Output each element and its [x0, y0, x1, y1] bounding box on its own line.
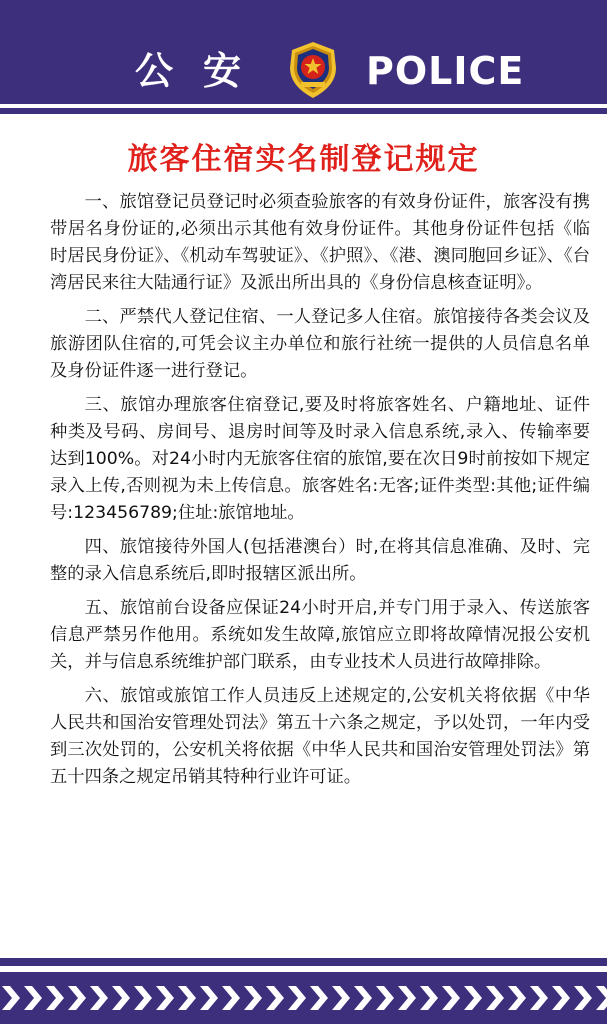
header-left-text: 公安	[135, 49, 272, 93]
paragraph-4: 四、旅馆接待外国人(包括港澳台）时,在将其信息准确、及时、完整的录入信息系统后,即时报辖区派出所。	[50, 537, 590, 584]
paragraph-1: 一、旅馆登记员登记时必须查验旅客的有效身份证件，旅客没有携带居名身份证的,必须出示其他有效身份证件。其他身份证件包括《临时居民身份证》、《机动车驾驶证》、《护照》、《港、澳同胞回乡证》、《台湾居民来往大陆通行证》及派出所出具的《身份信息核查证明》。	[50, 192, 590, 293]
header-stripe	[0, 108, 607, 114]
header-right-text: POLICE	[366, 49, 525, 93]
police-emblem-icon	[284, 40, 342, 100]
footer-stripe	[0, 958, 607, 966]
footer-band	[0, 972, 607, 1024]
header-band	[0, 0, 607, 104]
paragraph-5: 五、旅馆前台设备应保证24小时开启,并专门用于录入、传送旅客信息严禁另作他用。系统如发生故障,旅馆应立即将故障情况报公安机关，并与信息系统维护部门联系，由专业技术人员进行故障排除。	[50, 598, 590, 672]
page-title: 旅客住宿实名制登记规定	[127, 142, 480, 177]
footer-chevron-pattern	[0, 986, 607, 1010]
regulation-body	[50, 189, 590, 798]
paragraph-2: 二、严禁代人登记住宿、一人登记多人住宿。旅馆接待各类会议及旅游团队住宿的,可凭会议主办单位和旅行社统一提供的人员信息名单及身份证件逐一进行登记。	[50, 307, 590, 381]
paragraph-3: 三、旅馆办理旅客住宿登记,要及时将旅客姓名、户籍地址、证件种类及号码、房间号、退房时间等及时录入信息系统,录入、传输率要达到100%。对24小时内无旅客住宿的旅馆,要在次日9时前按如下规定录入上传,否则视为未上传信息。旅客姓名:无客;证件类型:其他;证件编号:123456789;住址:旅馆地址。	[50, 395, 590, 523]
paragraph-6: 六、旅馆或旅馆工作人员违反上述规定的,公安机关将依据《中华人民共和国治安管理处罚法》第五十六条之规定，予以处罚，一年内受到三次处罚的，公安机关将依据《中华人民共和国治安管理处罚法》第五十四条之规定吊销其特种行业许可证。	[50, 686, 590, 787]
